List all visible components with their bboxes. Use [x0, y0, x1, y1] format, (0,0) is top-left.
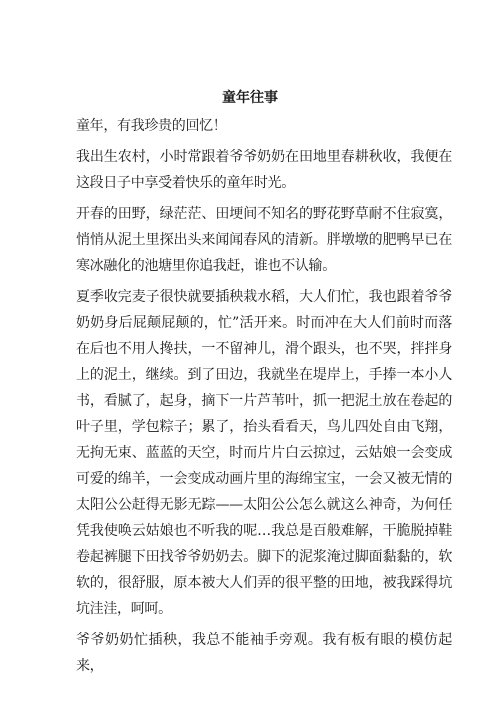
paragraph-birthplace: 我出生农村，小时常跟着爷爷奶奶在田地里春耕秋收，我便在这段日子中享受着快乐的童年时光。: [76, 149, 452, 191]
paragraph-summer: 夏季收完麦子很快就要插秧栽水稻，大人们忙，我也跟着爷爷奶奶身后屁颠屁颠的，忙”活开来。时而冲在大人们前时而落在后也不用人搀扶，一不留神儿，滑个跟头，也不哭，拌拌身上的泥土，继续。到了田边，我就坐在堤岸上，手捧一本小人书，看腻了，起身，摘下一片芦苇叶，抓一把泥土放在卷起的叶子里，学包粽子；累了，抬头看看天，鸟儿四处自由飞翔，无拘无束、蓝蓝的天空，时而片片白云掠过，云姑娘一会变成可爱的绵羊，一会变成动画片里的海绵宝宝，一会又被无情的太阳公公赶得无影无踪——太阳公公怎么就这么神奇，为何任凭我使唤云姑娘也不听我的呢…我总是百般难解，干脆脱掉鞋卷起裤腿下田找爷爷奶奶去。脚下的泥浆淹过脚面黏黏的，软软的，很舒服，原本被大人们弄的很平整的田地，被我踩得坑坑洼洼，呵呵。: [76, 289, 452, 617]
document-title: 童年往事: [222, 90, 278, 106]
paragraph-intro: 童年，有我珍贵的回忆！: [76, 118, 227, 134]
paragraph-planting: 爷爷奶奶忙插秧，我总不能袖手旁观。我有板有眼的模仿起来，: [76, 632, 452, 674]
document-body: [76, 113, 452, 684]
paragraph-spring: 开春的田野，绿茫茫、田埂间不知名的野花野草耐不住寂寞，悄悄从泥土里探出头来闻闻春风的清新。胖墩墩的肥鸭早已在寒冰融化的池塘里你追我赶，谁也不认输。: [76, 206, 452, 274]
